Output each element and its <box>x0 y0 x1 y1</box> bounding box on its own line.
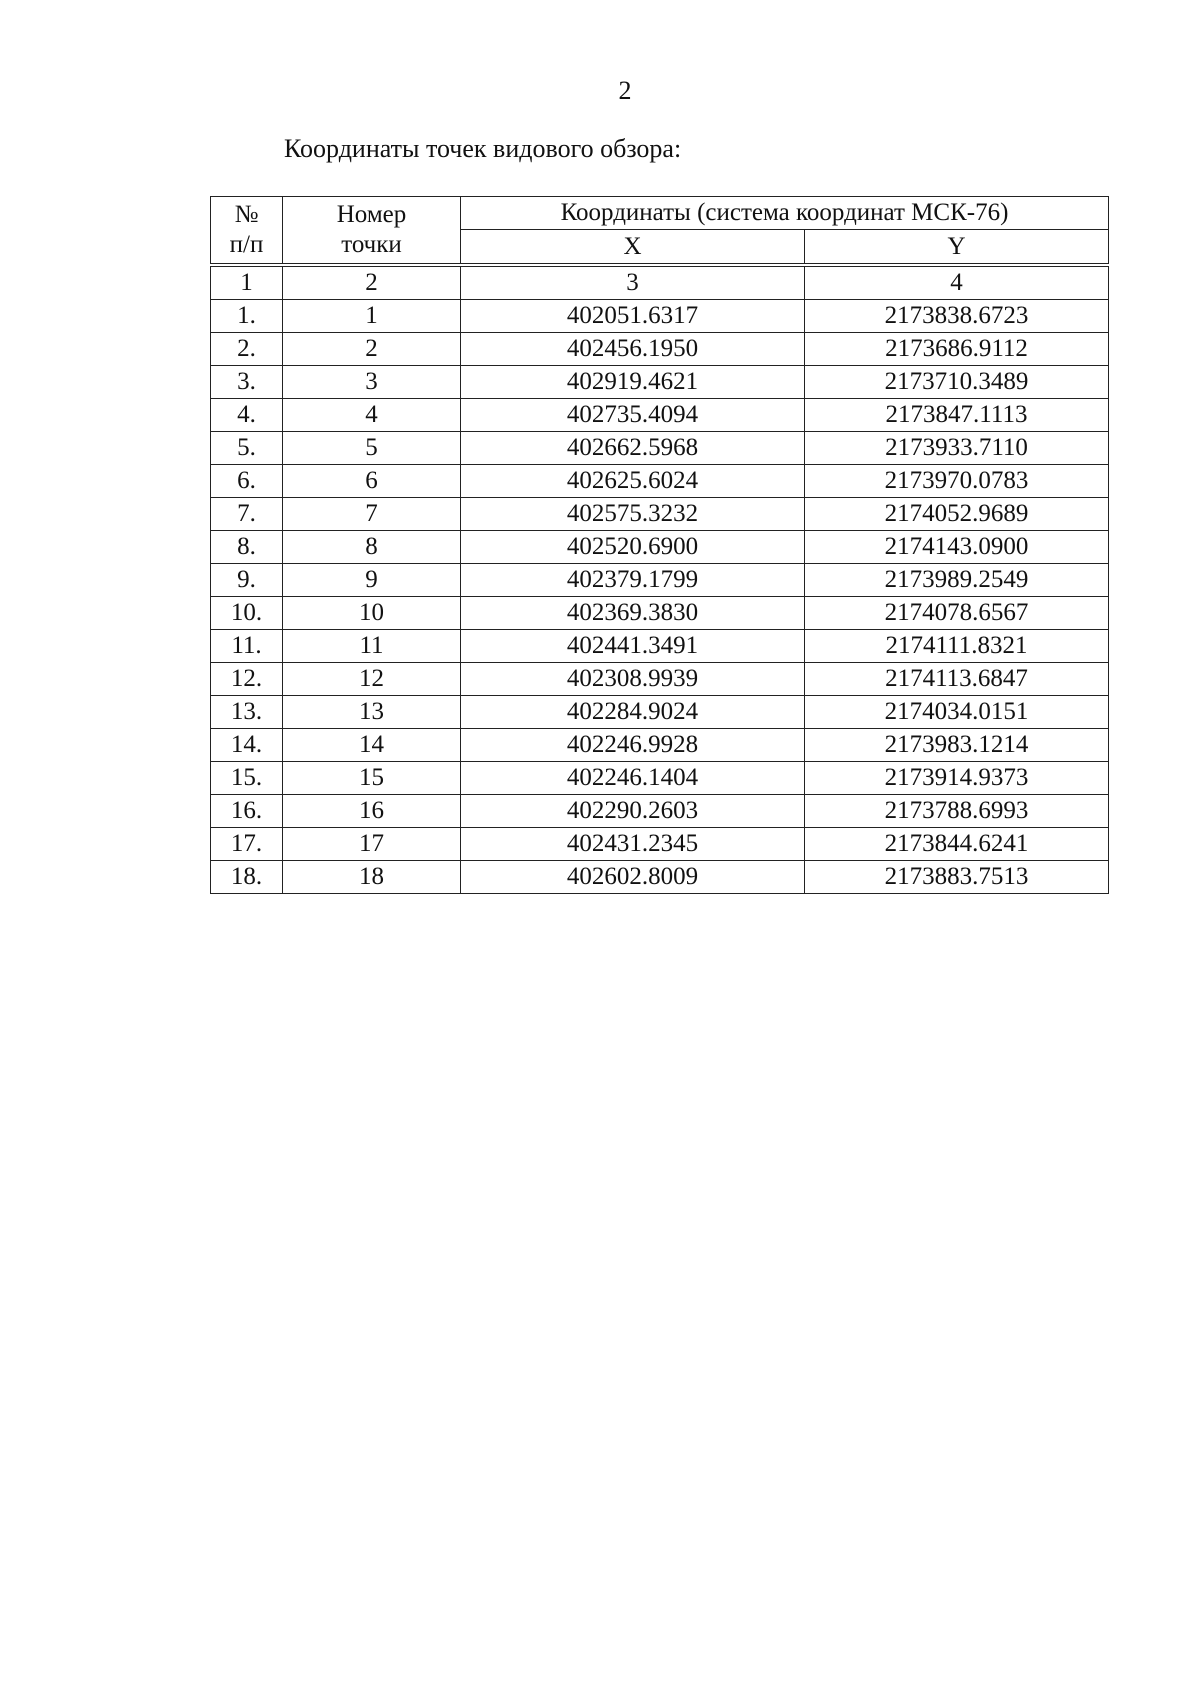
coordinates-table <box>210 196 1109 894</box>
row-number-cell: 11. <box>211 630 283 663</box>
x-coordinate-cell: 402308.9939 <box>461 663 805 696</box>
point-number-cell: 11 <box>283 630 461 663</box>
table-row <box>211 696 1109 729</box>
x-coordinate-cell: 402602.8009 <box>461 861 805 894</box>
table-row <box>211 366 1109 399</box>
y-coordinate-cell: 2174078.6567 <box>805 597 1109 630</box>
table-row <box>211 432 1109 465</box>
y-coordinate-cell: 2173970.0783 <box>805 465 1109 498</box>
x-coordinate-cell: 402735.4094 <box>461 399 805 432</box>
column-index-cell: 3 <box>461 265 805 300</box>
point-number-cell: 8 <box>283 531 461 564</box>
row-number-cell: 3. <box>211 366 283 399</box>
x-coordinate-cell: 402246.1404 <box>461 762 805 795</box>
point-number-cell: 16 <box>283 795 461 828</box>
row-number-cell: 14. <box>211 729 283 762</box>
table-row <box>211 630 1109 663</box>
x-coordinate-cell: 402662.5968 <box>461 432 805 465</box>
y-coordinate-cell: 2173933.7110 <box>805 432 1109 465</box>
point-number-cell: 12 <box>283 663 461 696</box>
point-number-cell: 13 <box>283 696 461 729</box>
row-number-cell: 16. <box>211 795 283 828</box>
column-index-cell: 2 <box>283 265 461 300</box>
x-coordinate-cell: 402625.6024 <box>461 465 805 498</box>
table-row <box>211 465 1109 498</box>
table-row <box>211 564 1109 597</box>
x-coordinate-cell: 402284.9024 <box>461 696 805 729</box>
x-coordinate-cell: 402441.3491 <box>461 630 805 663</box>
document-heading: Координаты точек видового обзора: <box>284 134 682 163</box>
point-number-cell: 14 <box>283 729 461 762</box>
y-coordinate-cell: 2174111.8321 <box>805 630 1109 663</box>
table-row <box>211 498 1109 531</box>
x-coordinate-cell: 402246.9928 <box>461 729 805 762</box>
x-coordinate-cell: 402431.2345 <box>461 828 805 861</box>
row-number-cell: 1. <box>211 300 283 333</box>
table-header <box>211 197 1109 266</box>
y-coordinate-cell: 2174052.9689 <box>805 498 1109 531</box>
y-coordinate-cell: 2173989.2549 <box>805 564 1109 597</box>
point-number-cell: 1 <box>283 300 461 333</box>
header-point-number <box>283 197 461 266</box>
header-coordinates-group: Координаты (система координат МСК-76) <box>461 197 1109 230</box>
column-index-cell: 4 <box>805 265 1109 300</box>
row-number-cell: 9. <box>211 564 283 597</box>
table-row <box>211 762 1109 795</box>
point-number-cell: 9 <box>283 564 461 597</box>
x-coordinate-cell: 402520.6900 <box>461 531 805 564</box>
row-number-cell: 2. <box>211 333 283 366</box>
y-coordinate-cell: 2174143.0900 <box>805 531 1109 564</box>
point-number-cell: 7 <box>283 498 461 531</box>
table-row <box>211 597 1109 630</box>
y-coordinate-cell: 2173838.6723 <box>805 300 1109 333</box>
y-coordinate-cell: 2173844.6241 <box>805 828 1109 861</box>
y-coordinate-cell: 2174034.0151 <box>805 696 1109 729</box>
table-row <box>211 828 1109 861</box>
table-row <box>211 531 1109 564</box>
row-number-cell: 13. <box>211 696 283 729</box>
header-row-number-line2: п/п <box>229 231 264 258</box>
y-coordinate-cell: 2174113.6847 <box>805 663 1109 696</box>
row-number-cell: 5. <box>211 432 283 465</box>
point-number-cell: 5 <box>283 432 461 465</box>
point-number-cell: 6 <box>283 465 461 498</box>
column-index-cell: 1 <box>211 265 283 300</box>
header-x: X <box>461 230 805 265</box>
row-number-cell: 15. <box>211 762 283 795</box>
y-coordinate-cell: 2173983.1214 <box>805 729 1109 762</box>
header-row-number <box>211 197 283 266</box>
row-number-cell: 10. <box>211 597 283 630</box>
y-coordinate-cell: 2173686.9112 <box>805 333 1109 366</box>
point-number-cell: 2 <box>283 333 461 366</box>
row-number-cell: 8. <box>211 531 283 564</box>
point-number-cell: 3 <box>283 366 461 399</box>
x-coordinate-cell: 402379.1799 <box>461 564 805 597</box>
page-number: 2 <box>618 76 632 105</box>
row-number-cell: 7. <box>211 498 283 531</box>
x-coordinate-cell: 402290.2603 <box>461 795 805 828</box>
header-row-number-line1: № <box>234 201 259 228</box>
y-coordinate-cell: 2173788.6993 <box>805 795 1109 828</box>
x-coordinate-cell: 402369.3830 <box>461 597 805 630</box>
table-row <box>211 795 1109 828</box>
table-row <box>211 399 1109 432</box>
table-row <box>211 663 1109 696</box>
point-number-cell: 17 <box>283 828 461 861</box>
row-number-cell: 4. <box>211 399 283 432</box>
y-coordinate-cell: 2173847.1113 <box>805 399 1109 432</box>
point-number-cell: 15 <box>283 762 461 795</box>
y-coordinate-cell: 2173914.9373 <box>805 762 1109 795</box>
point-number-cell: 10 <box>283 597 461 630</box>
y-coordinate-cell: 2173710.3489 <box>805 366 1109 399</box>
column-index-row <box>211 265 1109 300</box>
point-number-cell: 18 <box>283 861 461 894</box>
table-row <box>211 333 1109 366</box>
x-coordinate-cell: 402456.1950 <box>461 333 805 366</box>
row-number-cell: 6. <box>211 465 283 498</box>
y-coordinate-cell: 2173883.7513 <box>805 861 1109 894</box>
x-coordinate-cell: 402575.3232 <box>461 498 805 531</box>
table-body <box>211 265 1109 894</box>
x-coordinate-cell: 402919.4621 <box>461 366 805 399</box>
table-row <box>211 300 1109 333</box>
header-y: Y <box>805 230 1109 265</box>
row-number-cell: 18. <box>211 861 283 894</box>
row-number-cell: 17. <box>211 828 283 861</box>
point-number-cell: 4 <box>283 399 461 432</box>
header-point-number-line2: точки <box>341 231 402 258</box>
header-point-number-line1: Номер <box>336 201 407 228</box>
x-coordinate-cell: 402051.6317 <box>461 300 805 333</box>
table-row <box>211 729 1109 762</box>
table-row <box>211 861 1109 894</box>
row-number-cell: 12. <box>211 663 283 696</box>
